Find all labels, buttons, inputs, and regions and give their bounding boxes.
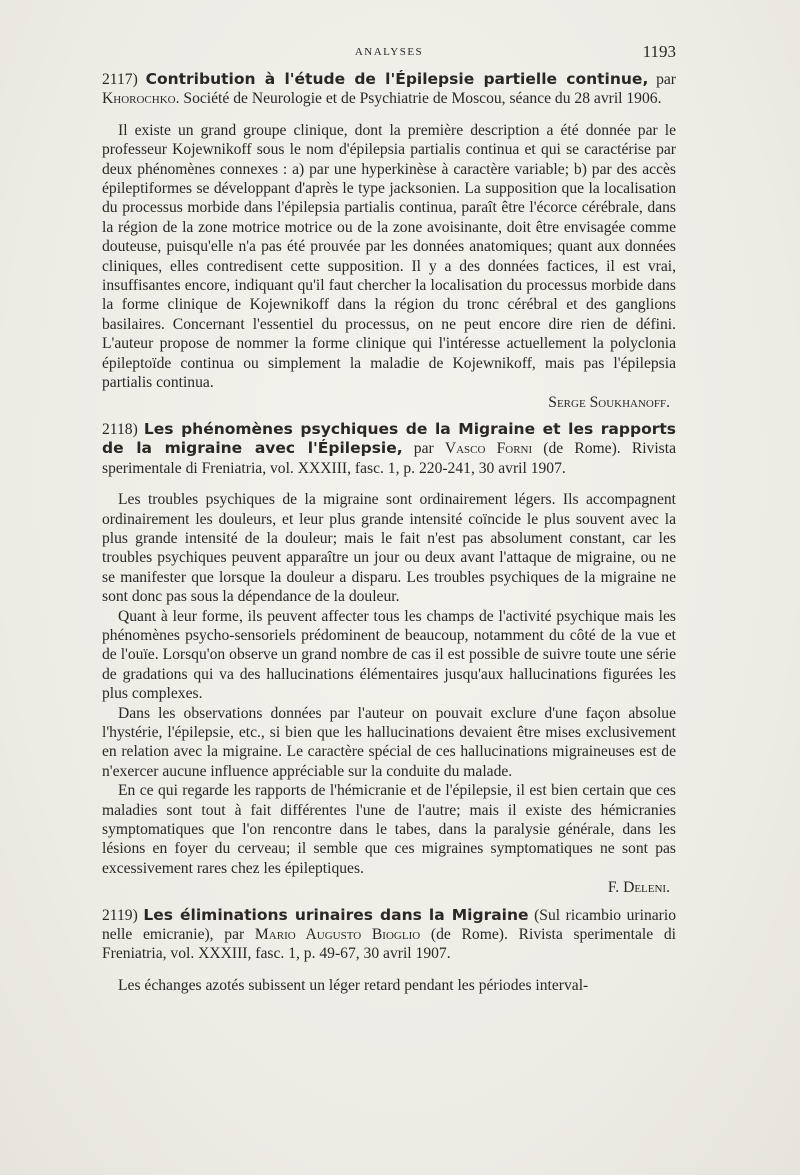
- entry-by: (Sul ricambio urinario nelle emicranie), par: [102, 906, 676, 944]
- entry-source: (de Rome). Rivista sperimentale di Freniatria, vol. XXXIII, fasc. 1, p. 49-67, 30 avril 1907.: [102, 926, 676, 963]
- entry-author: Khorochko: [102, 90, 176, 108]
- entry-paragraph: Quant à leur forme, ils peuvent affecter tous les champs de l'activité psychique mais les phénomènes psycho-sensoriels prédominent de beaucoup, notamment du côté de la vue et de l'ouïe. Lorsqu'on observe un grand nombre de cas il est possible de suivre toute une série de gradations qui va des hallucinations élémentaires jusqu'aux hallucinations figurées les plus complexes.: [102, 607, 676, 703]
- page-number: 1193: [642, 42, 676, 61]
- entry-heading: [102, 906, 676, 964]
- entry-number: 2119): [102, 906, 138, 924]
- entry-title: Les éliminations urinaires dans la Migraine: [143, 905, 529, 924]
- entry-signature: Serge Soukhanoff.: [548, 393, 670, 411]
- entry-paragraph: Les troubles psychiques de la migraine sont ordinairement légers. Ils accompagnent ordinairement les douleurs, et leur plus grande intensité coïncide le plus souvent avec la plus grande intensité de la douleur; mais le fait n'est pas absolument constant, car les troubles psychiques peuvent apparaître un jour ou deux avant l'attaque de migraine, ou ne se manifester que lorsque la douleur a disparu. Les troubles psychiques de la migraine ne sont donc pas sous la dépendance de la douleur.: [102, 491, 676, 606]
- entry-author: Vasco Forni: [444, 440, 533, 458]
- entry-heading: [102, 420, 676, 478]
- entry-source: (de Rome). Rivista sperimentale di Freniatria, vol. XXXIII, fasc. 1, p. 220-241, 30 avril 1907.: [102, 440, 677, 477]
- entry-paragraph: Il existe un grand groupe clinique, dont la première description a été donnée par le professeur Kojewnikoff sous le nom d'épilepsia partialis continua et qui se caractérise par deux phénomènes connexes : a) par une hyperkinèse à caractère variable; b) par des accès épileptiformes se développant d'après le type jacksonien. La supposition que la localisation du processus morbide dans l'épilepsia partialis continua, paraît être l'écorce cérébrale, dans la région de la zone motrice motrice ou de la zone avoisinante, doit être envisagée comme douteuse, puisqu'elle n'a pas été prouvée par les données anatomiques; quant aux données cliniques, elles contredisent cette supposition. Il y a des données factices, il est vrai, insuffisantes encore, indiquant qu'il faut chercher la localisation du processus morbide dans la forme clinique de Kojewnikoff dans la région du tronc cérébral et des ganglions basilaires. Concernant l'essentiel du processus, on ne peut encore dire rien de défini. L'auteur propose de nommer la forme clinique qui l'intéresse actuellement la polyclonia épileptoïde continua ou simplement la maladie de Kojewnikoff, mais pas l'épilepsia partialis continua.: [102, 121, 676, 392]
- abstract-entry-2119: [102, 906, 676, 996]
- entry-paragraph: En ce qui regarde les rapports de l'hémicranie et de l'épilepsie, il est bien certain que ces maladies sont tout à fait différentes l'une de l'autre; mais il existe des hémicranies symptomatiques que l'on rencontre dans le tabes, dans la paralysie générale, dans les lésions en foyer du cerveau; il semble que ces migraines symptomatiques ne sont pas excessivement rares chez les épileptiques.: [102, 782, 676, 877]
- entry-source: . Société de Neurologie et de Psychiatrie de Moscou, séance du 28 avril 1906.: [175, 90, 662, 108]
- entry-paragraph: Dans les observations données par l'auteur on pouvait exclure d'une façon absolue l'hystérie, l'épilepsie, etc., si bien que les hallucinations devaient être mises exclusivement en relation avec la migraine. Le caractère spécial de ces hallucinations migraineuses est de n'exercer aucune influence appréciable sur la conduite du malade.: [102, 704, 676, 780]
- entry-title: Contribution à l'étude de l'Épilepsie partielle continue,: [145, 70, 649, 88]
- entry-by: par: [648, 71, 676, 88]
- abstract-entry-2118: [102, 420, 676, 898]
- running-title: ANALYSES: [354, 46, 424, 58]
- entry-number: 2117): [102, 71, 138, 88]
- entry-paragraph: Les échanges azotés subissent un léger retard pendant les périodes interval-: [118, 976, 589, 994]
- entry-by: par: [402, 440, 445, 458]
- entry-author: Mario Augusto Bioglio: [254, 926, 421, 944]
- abstract-entry-2117: [102, 70, 676, 412]
- running-head: [102, 36, 676, 70]
- entry-number: 2118): [102, 420, 138, 438]
- entry-signature: F. Deleni.: [607, 879, 670, 897]
- entry-heading: [102, 70, 676, 109]
- entry-title: Les phénomènes psychiques de la Migraine et les rapports de la migraine avec l'Épilepsie,: [102, 419, 676, 458]
